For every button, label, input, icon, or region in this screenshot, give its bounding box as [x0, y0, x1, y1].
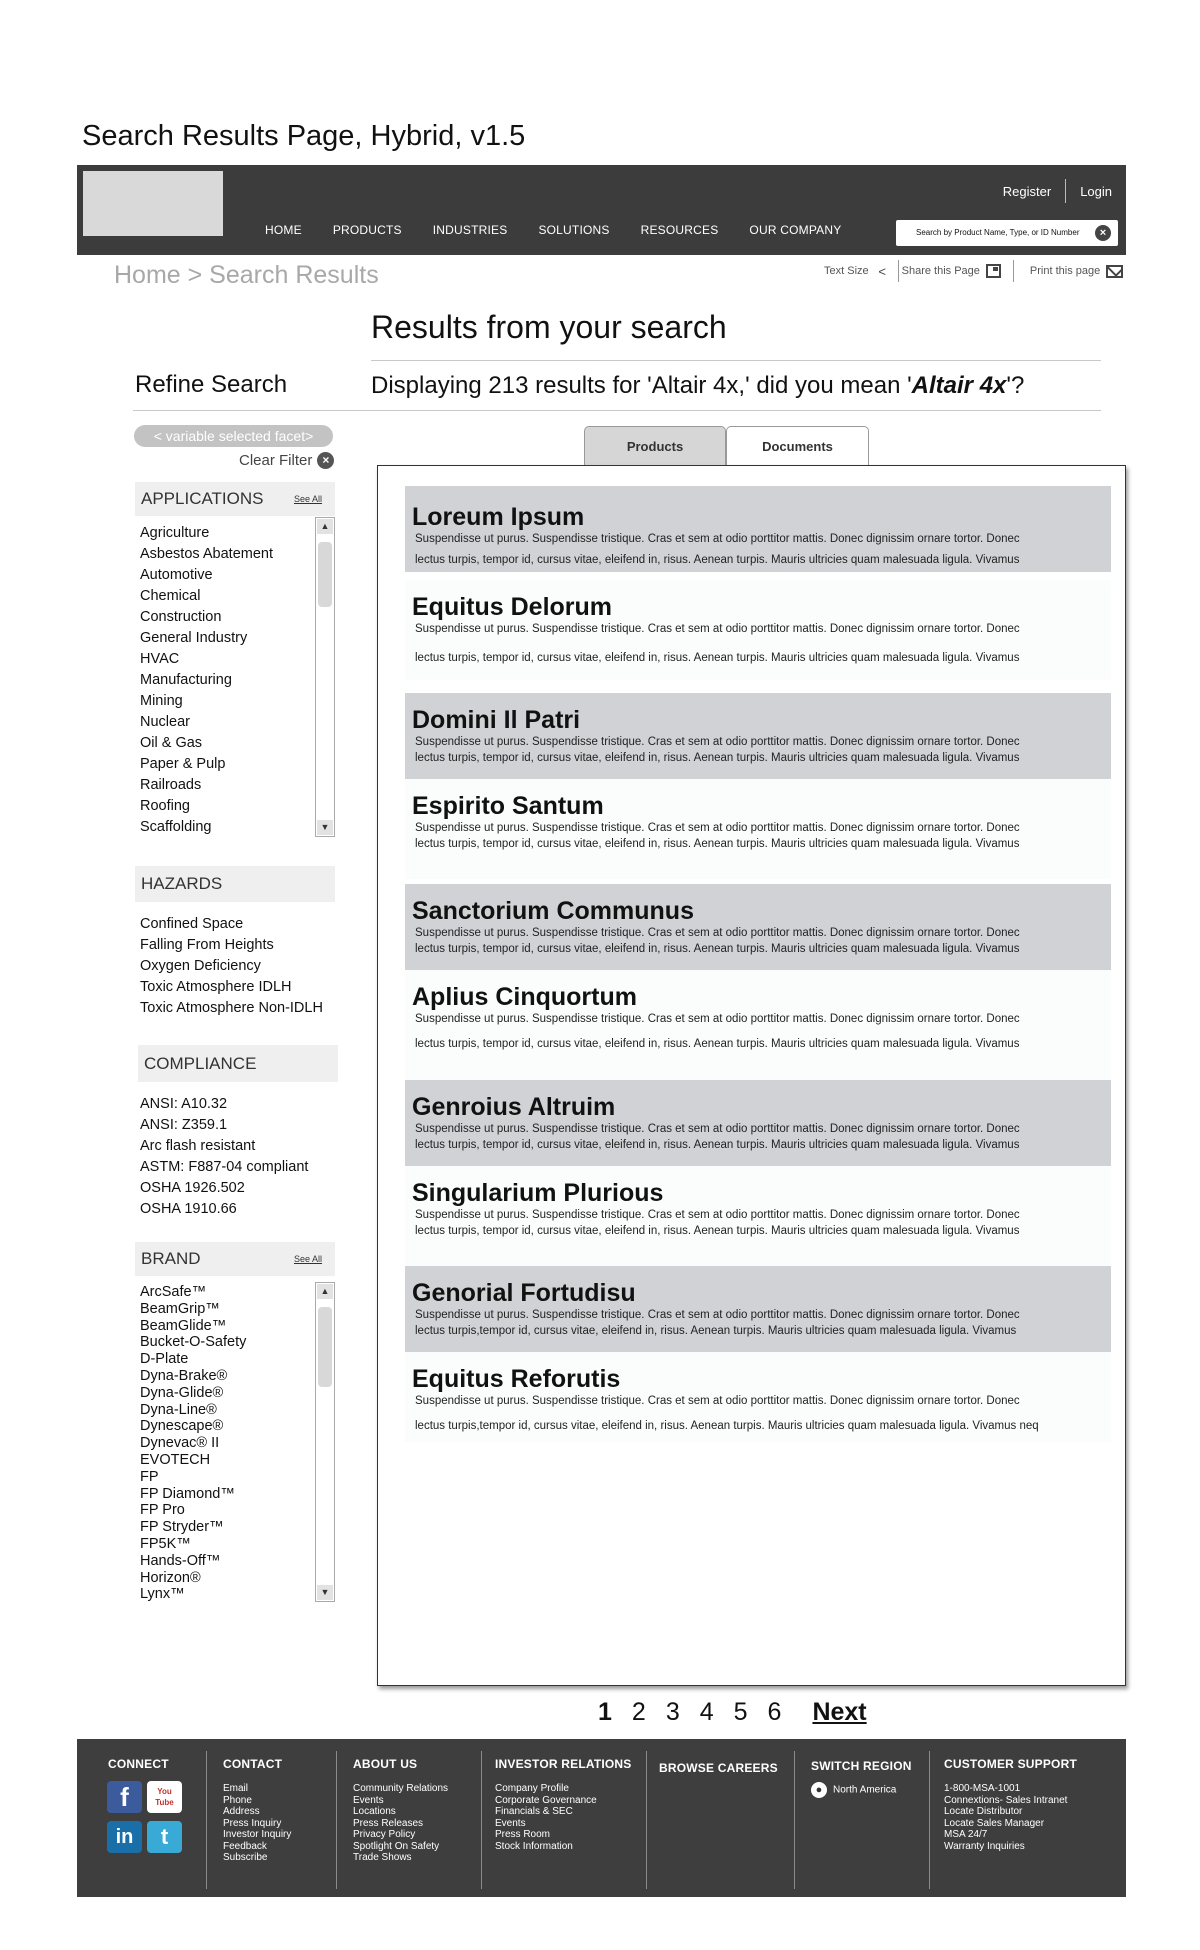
footer-link[interactable]: Connextions- Sales Intranet: [944, 1794, 1068, 1806]
facet-option-application[interactable]: Chemical: [140, 588, 201, 604]
facet-option-application[interactable]: HVAC: [140, 651, 180, 667]
facet-title: HAZARDS: [141, 874, 223, 893]
facet-option-application[interactable]: Nuclear: [140, 714, 190, 730]
youtube-icon[interactable]: You Tube: [147, 1781, 182, 1813]
nav-solutions[interactable]: SOLUTIONS: [538, 223, 610, 237]
footer-link[interactable]: Financials & SEC: [495, 1806, 573, 1817]
footer-heading: CONTACT: [223, 1757, 283, 1771]
see-all-link[interactable]: See All: [293, 494, 322, 504]
facet-option-brand[interactable]: FP Pro: [140, 1502, 185, 1519]
footer-link[interactable]: Email: [223, 1783, 249, 1794]
footer-investor: [495, 1757, 632, 1852]
page-title: Results from your search: [371, 309, 727, 345]
main-nav: [265, 223, 872, 237]
facet-option-brand[interactable]: FP Stryder™: [140, 1519, 224, 1536]
facet-option-application[interactable]: General Industry: [140, 630, 248, 646]
divider: [481, 1751, 482, 1889]
facet-option-application[interactable]: Scaffolding: [140, 819, 212, 835]
logo-placeholder[interactable]: [83, 171, 223, 236]
print-icon[interactable]: [1106, 265, 1123, 278]
compliance-list: [140, 1094, 308, 1220]
divider: [206, 1751, 207, 1889]
footer-link[interactable]: 1-800-MSA-1001: [944, 1783, 1021, 1794]
support-links: [944, 1783, 1077, 1852]
footer-link[interactable]: Community Relations: [353, 1783, 449, 1794]
clear-filter-button[interactable]: [239, 452, 334, 469]
footer-heading: INVESTOR RELATIONS: [495, 1757, 632, 1771]
footer-link[interactable]: Warranty Inquiries: [944, 1840, 1025, 1852]
page-link[interactable]: 3: [665, 1698, 680, 1726]
hazards-list: [140, 914, 323, 1019]
result-title-link[interactable]: Genroius Altruim: [412, 1093, 616, 1121]
page-link[interactable]: 5: [733, 1698, 748, 1726]
result-description: Suspendisse ut purus. Suspendisse tristique. Cras et sem at odio porttitor mattis. Donec dignissim ornare tortor. Donec: [415, 927, 1020, 939]
divider: [794, 1751, 795, 1889]
region-label: North America: [833, 1784, 897, 1796]
footer-link[interactable]: Trade Shows: [353, 1852, 412, 1863]
search-result-item: [405, 1166, 1111, 1276]
facet-option-brand[interactable]: BeamGrip™: [140, 1300, 220, 1317]
facet-option-compliance[interactable]: Arc flash resistant: [140, 1138, 256, 1154]
site-header: [77, 165, 1126, 255]
facet-option-brand[interactable]: Hands-Off™: [140, 1552, 221, 1569]
divider: [336, 1751, 337, 1889]
facet-option-hazard[interactable]: Toxic Atmosphere Non-IDLH: [140, 1000, 323, 1016]
search-result-item: [405, 970, 1111, 1080]
footer-about: [353, 1757, 448, 1864]
result-description: lectus turpis, tempor id, cursus vitae, eleifend in, risus. Aenean turpis. Mauris ultricies quam malesuada ligula. Vivamus: [415, 943, 1020, 955]
result-description: Suspendisse ut purus. Suspendisse tristique. Cras et sem at odio porttitor mattis. Donec dignissim ornare tortor. Donec: [415, 1309, 1020, 1321]
divider: [1013, 260, 1014, 282]
facet-option-hazard[interactable]: Confined Space: [140, 916, 244, 932]
facet-option-compliance[interactable]: ASTM: F887-04 compliant: [140, 1159, 309, 1175]
result-description: Suspendisse ut purus. Suspendisse tristique. Cras et sem at odio porttitor mattis. Donec dignissim ornare tortor. Donec: [415, 1395, 1020, 1407]
page-link[interactable]: 2: [631, 1698, 646, 1726]
page-current[interactable]: 1: [598, 1698, 612, 1726]
result-title-link[interactable]: Genorial Fortudisu: [412, 1279, 636, 1307]
footer-region: [811, 1759, 912, 1798]
footer-link[interactable]: Spotlight On Safety: [353, 1840, 440, 1852]
about-links: [353, 1783, 448, 1864]
print-page-label[interactable]: Print this page: [1029, 265, 1101, 277]
facet-option-application[interactable]: Paper & Pulp: [140, 756, 226, 772]
login-link[interactable]: Login: [1080, 183, 1112, 199]
region-selector[interactable]: [811, 1782, 912, 1798]
search-result-item: [405, 779, 1111, 879]
nav-home[interactable]: HOME: [265, 223, 302, 237]
facet-option-brand[interactable]: Dyna-Brake®: [140, 1367, 228, 1384]
search-result-item: [405, 1266, 1111, 1352]
facet-option-brand[interactable]: Dynescape®: [140, 1418, 224, 1435]
result-title-link[interactable]: Sanctorium Communus: [412, 897, 694, 925]
facet-option-application[interactable]: Construction: [140, 609, 222, 625]
result-description: lectus turpis,tempor id, cursus vitae, eleifend in, risus. Aenean turpis. Mauris ultricies quam malesuada ligula. Vivamus neq: [415, 1420, 1039, 1432]
facet-header-hazards: [135, 866, 335, 902]
divider: [898, 260, 899, 282]
result-description: Suspendisse ut purus. Suspendisse tristique. Cras et sem at odio porttitor mattis. Donec dignissim ornare tortor. Donec: [415, 1123, 1020, 1135]
facet-option-hazard[interactable]: Toxic Atmosphere IDLH: [140, 979, 292, 995]
footer-link[interactable]: Address: [223, 1806, 260, 1817]
search-result-item: [405, 1352, 1111, 1442]
footer-heading: SWITCH REGION: [811, 1759, 912, 1773]
scroll-thumb[interactable]: [318, 1307, 332, 1387]
account-links: [1003, 179, 1112, 203]
facet-option-brand[interactable]: ArcSafe™: [140, 1284, 207, 1300]
footer-link[interactable]: Investor Inquiry: [223, 1829, 292, 1840]
tab-products[interactable]: Products: [584, 426, 726, 466]
facet-option-application[interactable]: Manufacturing: [140, 672, 232, 688]
site-footer: [77, 1739, 1126, 1897]
search-clear-icon[interactable]: ×: [1095, 225, 1111, 241]
nav-industries[interactable]: INDUSTRIES: [432, 223, 508, 237]
footer-link[interactable]: Events: [495, 1817, 526, 1829]
register-link[interactable]: Register: [1002, 183, 1052, 199]
facet-option-brand[interactable]: D-Plate: [140, 1351, 189, 1368]
divider: [1065, 179, 1066, 203]
search-result-item: [405, 884, 1111, 970]
nav-products[interactable]: PRODUCTS: [332, 223, 402, 237]
result-description: lectus turpis, tempor id, cursus vitae, eleifend in, risus. Aenean turpis. Mauris ultricies quam malesuada ligula. Vivamus: [415, 1038, 1020, 1050]
result-description: Suspendisse ut purus. Suspendisse tristique. Cras et sem at odio porttitor mattis. Donec dignissim ornare tortor. Donec: [415, 822, 1020, 834]
footer-heading: CUSTOMER SUPPORT: [944, 1757, 1077, 1771]
contact-links: [223, 1783, 291, 1864]
footer-support: [944, 1757, 1077, 1852]
scroll-up-icon[interactable]: ▲: [317, 519, 333, 534]
facet-option-application[interactable]: Railroads: [140, 777, 202, 793]
facet-option-compliance[interactable]: OSHA 1926.502: [140, 1180, 245, 1196]
facet-option-brand[interactable]: Dyna-Line®: [140, 1401, 217, 1418]
result-title-link[interactable]: Espirito Santum: [412, 792, 604, 820]
result-description: lectus turpis,tempor id, cursus vitae, eleifend in, risus. Aenean turpis. Mauris ultricies quam malesuada ligula. Vivamus: [415, 1325, 1017, 1337]
results-count-text: Displaying 213 results for 'Altair 4x,' did you mean ': [371, 372, 912, 399]
result-title-link[interactable]: Equitus Reforutis: [412, 1365, 621, 1393]
facet-header-compliance: [138, 1045, 338, 1082]
result-description: lectus turpis, tempor id, cursus vitae, eleifend in, risus. Aenean turpis. Mauris ultricies quam malesuada ligula. Vivamus: [415, 1225, 1020, 1237]
footer-link[interactable]: Press Releases: [353, 1817, 424, 1829]
footer-link[interactable]: MSA 24/7: [944, 1829, 988, 1840]
applications-list: [140, 523, 273, 838]
result-description: lectus turpis, tempor id, cursus vitae, eleifend in, risus. Aenean turpis. Mauris ultricies quam malesuada ligula. Vivamus: [415, 1139, 1020, 1151]
footer-link[interactable]: Locate Distributor: [944, 1806, 1023, 1817]
result-title-link[interactable]: Singularium Plurious: [412, 1179, 664, 1207]
footer-heading: ABOUT US: [353, 1757, 418, 1771]
result-description: Suspendisse ut purus. Suspendisse tristique. Cras et sem at odio porttitor mattis. Donec dignissim ornare tortor. Donec: [415, 623, 1020, 635]
facet-option-application[interactable]: Agriculture: [140, 525, 210, 541]
footer-link[interactable]: Press Room: [495, 1829, 551, 1840]
facet-title: BRAND: [141, 1249, 201, 1268]
applications-scrollbar[interactable]: [315, 517, 335, 837]
search-result-item: [405, 1080, 1111, 1166]
facet-option-compliance[interactable]: OSHA 1910.66: [140, 1201, 237, 1217]
facet-option-brand[interactable]: BeamGlide™: [140, 1317, 227, 1334]
page-utilities: [824, 261, 1123, 281]
footer-link[interactable]: Corporate Governance: [495, 1794, 597, 1806]
share-icon[interactable]: [986, 264, 1001, 278]
result-description: Suspendisse ut purus. Suspendisse tristique. Cras et sem at odio porttitor mattis. Donec dignissim ornare tortor. Donec: [415, 1013, 1020, 1025]
divider: [371, 360, 1101, 361]
selected-facet-pill[interactable]: < variable selected facet>: [134, 425, 333, 447]
facet-option-application[interactable]: Automotive: [140, 567, 213, 583]
footer-contact: [223, 1757, 291, 1864]
see-all-link[interactable]: See All: [293, 1254, 322, 1264]
scroll-thumb[interactable]: [318, 542, 332, 607]
footer-link[interactable]: Stock Information: [495, 1840, 573, 1852]
facet-option-brand[interactable]: EVOTECH: [140, 1451, 211, 1468]
facet-option-compliance[interactable]: ANSI: Z359.1: [140, 1117, 228, 1133]
facet-option-brand[interactable]: FP: [140, 1468, 159, 1485]
result-title-link[interactable]: Aplius Cinquortum: [412, 983, 637, 1011]
facet-option-application[interactable]: Asbestos Abatement: [140, 546, 273, 562]
brand-list: [140, 1284, 246, 1603]
search-result-item: [405, 693, 1111, 779]
result-description: Suspendisse ut purus. Suspendisse tristique. Cras et sem at odio porttitor mattis. Donec dignissim ornare tortor. Donec: [415, 1209, 1020, 1221]
facet-option-hazard[interactable]: Oxygen Deficiency: [140, 958, 261, 974]
footer-careers[interactable]: [659, 1761, 778, 1775]
investor-links: [495, 1783, 632, 1852]
scroll-up-icon[interactable]: ▲: [317, 1284, 333, 1299]
refine-search-title: Refine Search: [135, 371, 288, 398]
page-link[interactable]: 6: [767, 1698, 782, 1726]
facet-title: APPLICATIONS: [141, 489, 264, 508]
facet-title: COMPLIANCE: [144, 1053, 257, 1073]
divider: [646, 1751, 647, 1889]
footer-link[interactable]: Privacy Policy: [353, 1829, 416, 1840]
did-you-mean-link[interactable]: Altair 4x: [911, 372, 1007, 399]
globe-icon: ●: [811, 1782, 827, 1798]
facebook-icon[interactable]: f: [107, 1781, 142, 1813]
facet-option-hazard[interactable]: Falling From Heights: [140, 937, 274, 953]
footer-link[interactable]: Company Profile: [495, 1783, 569, 1794]
facet-option-brand[interactable]: Horizon®: [140, 1569, 201, 1586]
document-title: Search Results Page, Hybrid, v1.5: [82, 120, 526, 152]
tab-documents[interactable]: Documents: [726, 426, 869, 466]
facet-option-brand[interactable]: Dyna-Glide®: [140, 1384, 224, 1401]
nav-our-company[interactable]: OUR COMPANY: [749, 223, 842, 237]
footer-link[interactable]: Feedback: [223, 1840, 267, 1852]
results-summary: [371, 372, 1024, 400]
linkedin-icon[interactable]: in: [107, 1821, 142, 1853]
footer-link[interactable]: Locations: [353, 1806, 396, 1817]
result-description: lectus turpis, tempor id, cursus vitae, eleifend in, risus. Aenean turpis. Mauris ultricies quam malesuada ligula. Vivamus: [415, 652, 1020, 664]
footer-link[interactable]: Press Inquiry: [223, 1817, 282, 1829]
nav-resources[interactable]: RESOURCES: [640, 223, 719, 237]
facet-option-application[interactable]: Roofing: [140, 798, 190, 814]
divider: [133, 410, 1101, 411]
footer-connect: [108, 1757, 169, 1771]
page-link[interactable]: 4: [699, 1698, 714, 1726]
result-title-link[interactable]: Domini Il Patri: [412, 706, 581, 734]
result-description: Suspendisse ut purus. Suspendisse tristique. Cras et sem at odio porttitor mattis. Donec dignissim ornare tortor. Donec: [415, 736, 1020, 748]
share-page-label[interactable]: Share this Page: [901, 265, 980, 277]
footer-heading: CONNECT: [108, 1757, 169, 1771]
facet-header-brand: [135, 1242, 335, 1276]
browse-careers-link[interactable]: BROWSE CAREERS: [659, 1761, 778, 1775]
result-description: lectus turpis, tempor id, cursus vitae, eleifend in, risus. Aenean turpis. Mauris ultricies quam malesuada ligula. Vivamus: [415, 554, 1020, 566]
search-result-item: [405, 486, 1111, 572]
brand-scrollbar[interactable]: [315, 1282, 335, 1602]
result-title-link[interactable]: Loreum Ipsum: [412, 503, 585, 531]
search-input[interactable]: [896, 220, 1118, 246]
scroll-down-icon[interactable]: ▼: [317, 1585, 333, 1600]
result-title-link[interactable]: Equitus Delorum: [412, 593, 613, 621]
result-description: lectus turpis, tempor id, cursus vitae, eleifend in, risus. Aenean turpis. Mauris ultricies quam malesuada ligula. Vivamus: [415, 838, 1020, 850]
clear-filter-label: Clear Filter: [239, 452, 313, 469]
results-panel: [377, 465, 1126, 1686]
search-result-item: [405, 580, 1111, 680]
breadcrumb[interactable]: Home > Search Results: [114, 261, 379, 289]
facet-option-compliance[interactable]: ANSI: A10.32: [140, 1096, 228, 1112]
facet-option-brand[interactable]: Lynx™: [140, 1586, 185, 1603]
result-description: lectus turpis, tempor id, cursus vitae, eleifend in, risus. Aenean turpis. Mauris ultricies quam malesuada ligula. Vivamus: [415, 752, 1020, 764]
text-size-icon[interactable]: <: [878, 263, 886, 279]
result-description: Suspendisse ut purus. Suspendisse tristique. Cras et sem at odio porttitor mattis. Donec dignissim ornare tortor. Donec: [415, 533, 1020, 545]
divider: [929, 1751, 930, 1889]
footer-link[interactable]: Events: [353, 1794, 384, 1806]
facet-option-application[interactable]: Oil & Gas: [140, 735, 203, 751]
facet-option-brand[interactable]: FP Diamond™: [140, 1485, 235, 1502]
twitter-icon[interactable]: t: [147, 1821, 182, 1853]
facet-option-application[interactable]: Mining: [140, 693, 183, 709]
footer-link[interactable]: Locate Sales Manager: [944, 1817, 1045, 1829]
results-summary-end: '?: [1006, 372, 1025, 399]
text-size-label[interactable]: Text Size: [824, 265, 869, 277]
facet-option-brand[interactable]: Dynevac® II: [140, 1435, 220, 1452]
footer-link[interactable]: Subscribe: [223, 1852, 268, 1863]
next-page-link[interactable]: Next: [812, 1698, 867, 1726]
scroll-down-icon[interactable]: ▼: [317, 820, 333, 835]
search-placeholder: Search by Product Name, Type, or ID Number: [916, 228, 1080, 237]
footer-link[interactable]: Phone: [223, 1794, 252, 1806]
pagination: [598, 1698, 887, 1727]
facet-header-applications: [135, 482, 335, 516]
close-icon: ×: [317, 452, 334, 469]
facet-option-brand[interactable]: FP5K™: [140, 1535, 191, 1552]
facet-option-brand[interactable]: Bucket-O-Safety: [140, 1334, 247, 1351]
